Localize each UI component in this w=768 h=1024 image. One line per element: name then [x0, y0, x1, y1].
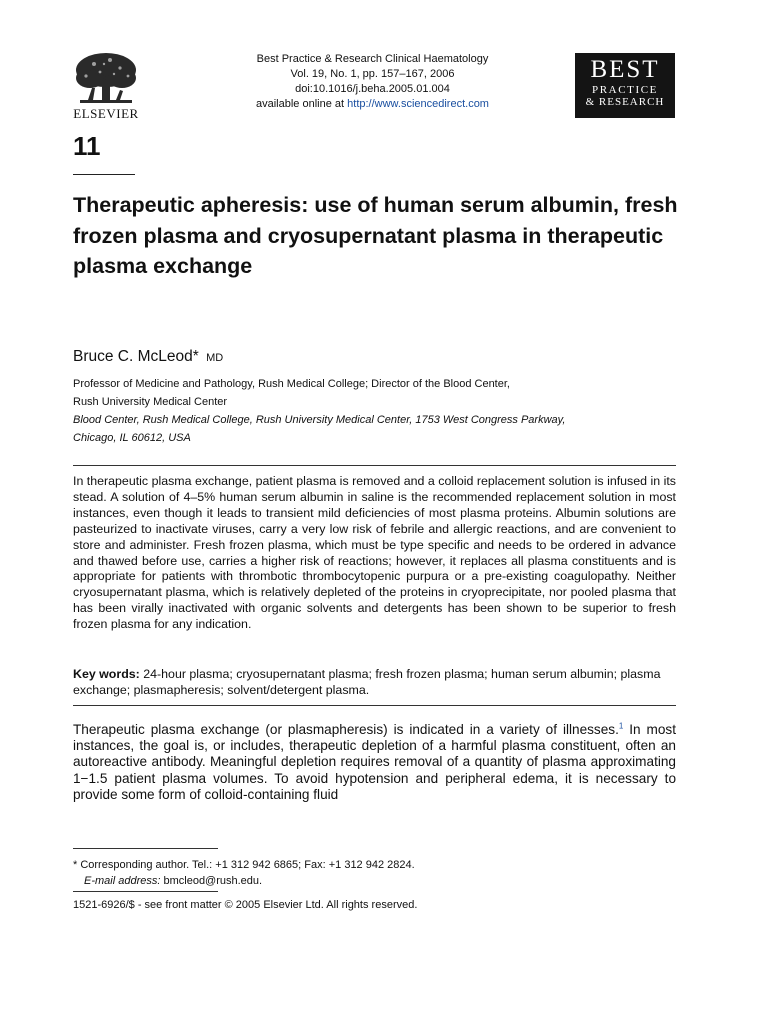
- reference-marker[interactable]: 1: [618, 721, 624, 731]
- abstract-bottom-divider: [73, 705, 676, 706]
- keywords-list: 24-hour plasma; cryosupernatant plasma; fresh frozen plasma; human serum albumin; plasma exchange; plasmapheresis; solvent/detergent plasma.: [73, 667, 661, 697]
- email-label: E-mail address:: [84, 875, 161, 887]
- available-prefix: available online at: [256, 98, 345, 110]
- publisher-name: ELSEVIER: [73, 106, 139, 121]
- author-name: Bruce C. McLeod*: [73, 348, 199, 365]
- affiliation-line: Rush University Medical Center: [73, 396, 228, 408]
- article-title: Therapeutic apheresis: use of human serum albumin, fresh frozen plasma and cryosupernatant plasma in therapeutic plasma exchange: [73, 193, 678, 278]
- badge-line-practice: PRACTICE: [592, 84, 658, 96]
- badge-line-research: & RESEARCH: [585, 96, 665, 108]
- volume-line: Vol. 19, No. 1, pp. 157–167, 2006: [290, 68, 455, 80]
- author-degree: MD: [206, 352, 224, 364]
- chapter-divider: [73, 174, 135, 175]
- body-paragraph: [73, 722, 676, 803]
- body-text-rest: In most instances, the goal is, or includes, therapeutic depletion of a harmful plasma constituent, often an autoreactive antibody. Meaningful depletion requires removal of a quantity of plasma approximating 1−1.5 patient plasma volumes. To avoid hypotension and peripheral edema, it is necessary to provide some form of colloid-containing fluid: [73, 722, 676, 802]
- email-footnote: [84, 873, 676, 889]
- copyright-notice: 1521-6926/$ - see front matter © 2005 Elsevier Ltd. All rights reserved.: [73, 899, 418, 911]
- keywords-label: Key words:: [73, 667, 140, 681]
- address-line: Blood Center, Rush Medical College, Rush University Medical Center, 1753 West Congress Parkway,: [73, 414, 566, 426]
- keywords: [73, 667, 676, 699]
- sciencedirect-link[interactable]: http://www.sciencedirect.com: [347, 98, 489, 110]
- journal-info: [205, 52, 540, 112]
- doi: doi:10.1016/j.beha.2005.01.004: [295, 83, 450, 95]
- author-affiliation: [73, 375, 693, 411]
- abstract-text: In therapeutic plasma exchange, patient plasma is removed and a colloid replacement solution is infused in its stead. A solution of 4–5% human serum albumin in saline is the recommended replacement solution in most instances, even though it leads to transient mild deficiencies of most plasma proteins. Albumin solutions are pasteurized to inactivate viruses, carry a very low risk of febrile and allergic reactions, and are convenient to store and administer. Fresh frozen plasma, which must be type specific and needs to be ordered in advance and thawed before use, carries a higher risk of reactions; however, it replaces all plasma constituents and is appropriate for patients with thrombotic thrombocytopenic purpura or a pre-existing coagulopathy. Neither cryosupernatant plasma, which is relatively depleted of the proteins in cryoprecipitate, nor pooled plasma that has been virally inactivated with organic solvents and detergents has been shown to be superior to fresh frozen plasma for any indication.: [73, 474, 676, 632]
- affiliation-line: Professor of Medicine and Pathology, Rush Medical College; Director of the Blood Center,: [73, 378, 510, 390]
- chapter-number: 11: [73, 131, 101, 161]
- journal-title: Best Practice & Research Clinical Haematology: [256, 53, 489, 65]
- footnote-divider: [73, 848, 218, 849]
- body-text-start: Therapeutic plasma exchange (or plasmapheresis) is indicated in a variety of illnesses.: [73, 722, 619, 737]
- badge-line-best: BEST: [590, 56, 660, 83]
- copyright-divider: [73, 891, 218, 892]
- author-address: [73, 411, 693, 447]
- address-line: Chicago, IL 60612, USA: [73, 432, 191, 444]
- abstract-top-divider: [73, 465, 676, 466]
- best-practice-badge: [575, 53, 675, 118]
- correspondence-footnote: * Corresponding author. Tel.: +1 312 942 6865; Fax: +1 312 942 2824.: [73, 859, 415, 871]
- availability-line: [205, 97, 540, 112]
- email-address[interactable]: bmcleod@rush.edu.: [163, 875, 263, 887]
- author-line: [73, 348, 223, 366]
